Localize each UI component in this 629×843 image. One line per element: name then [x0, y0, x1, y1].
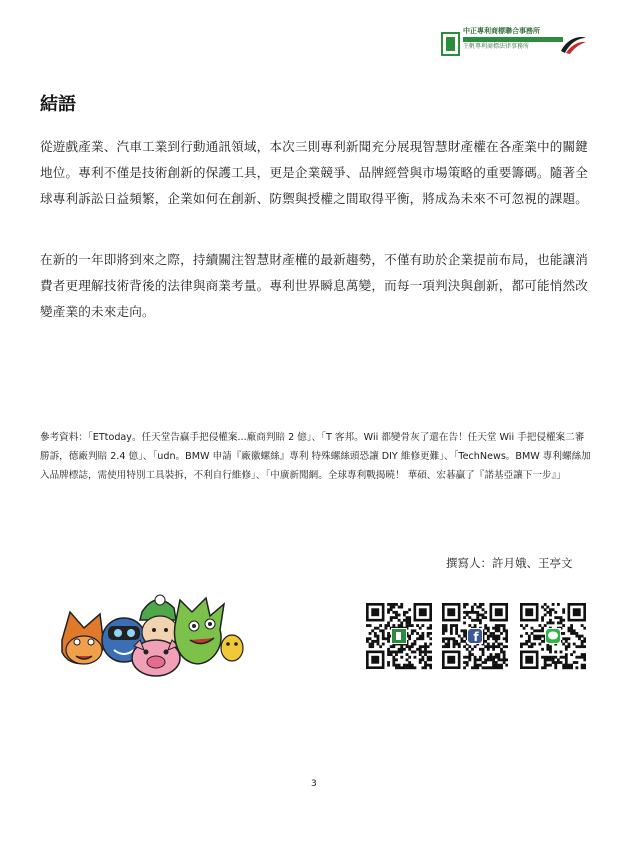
swoosh-icon: [559, 33, 587, 57]
qr-code-line[interactable]: [520, 603, 586, 670]
author-credit: 撰寫人：許月娥、王亭文: [446, 556, 573, 570]
mascot-illustration: [56, 590, 246, 680]
qr-code-facebook[interactable]: [442, 603, 508, 670]
page-number: 3: [311, 779, 317, 789]
qr-code-office[interactable]: [366, 603, 432, 670]
paragraph-conclusion: 從遊戲產業、汽車工業到行動通訊領域，本次三則專利新聞充分展現智慧財產權在各產業中的關鍵地位。專利不僅是技術創新的保護工具，更是企業競爭、品牌經營與市場策略的重要籌碼。隨著全球專利訴訟日益頻繁，企業如何在創新、防禦與授權之間取得平衡，將成為未來不可忽視的課題。: [40, 139, 588, 206]
section-title: 結語: [40, 94, 76, 115]
firm-logo-icon: [441, 32, 460, 56]
svg-text:f: f: [473, 630, 479, 644]
references: 參考資料：「ETtoday。任天堂告贏手把侵權案...廠商判賠 2 億」、「T 客邦。Wii 都變骨灰了還在告！任天堂 Wii 手把侵權案二審勝訴，德廠判賠 2.4 億」、「udn。BMW 申請『廠徽螺絲』專利 特殊螺絲頭恐讓 DIY 維修更難」、「TechNews。BMW 專利螺絲加入品牌標誌，需使用特別工具裝拆，不利自行維修」、「中廣新聞網。全球專利戰揭曉！ 華碩、宏碁贏了『諾基亞讓下一步』」: [40, 432, 591, 481]
firm-logo: [441, 27, 589, 61]
qr-code-group: [366, 603, 588, 671]
paragraph-outlook: 在新的一年即將到來之際，持續關注智慧財產權的最新趨勢，不僅有助於企業提前布局，也能讓消費者更理解技術背後的法律與商業考量。專利世界瞬息萬變，而每一項判決與創新，都可能悄然改變產業的未來走向。: [40, 252, 588, 319]
firm-logo-text: 中正專利商標聯合事務所 王帆專利商標法律事務所: [463, 27, 563, 50]
